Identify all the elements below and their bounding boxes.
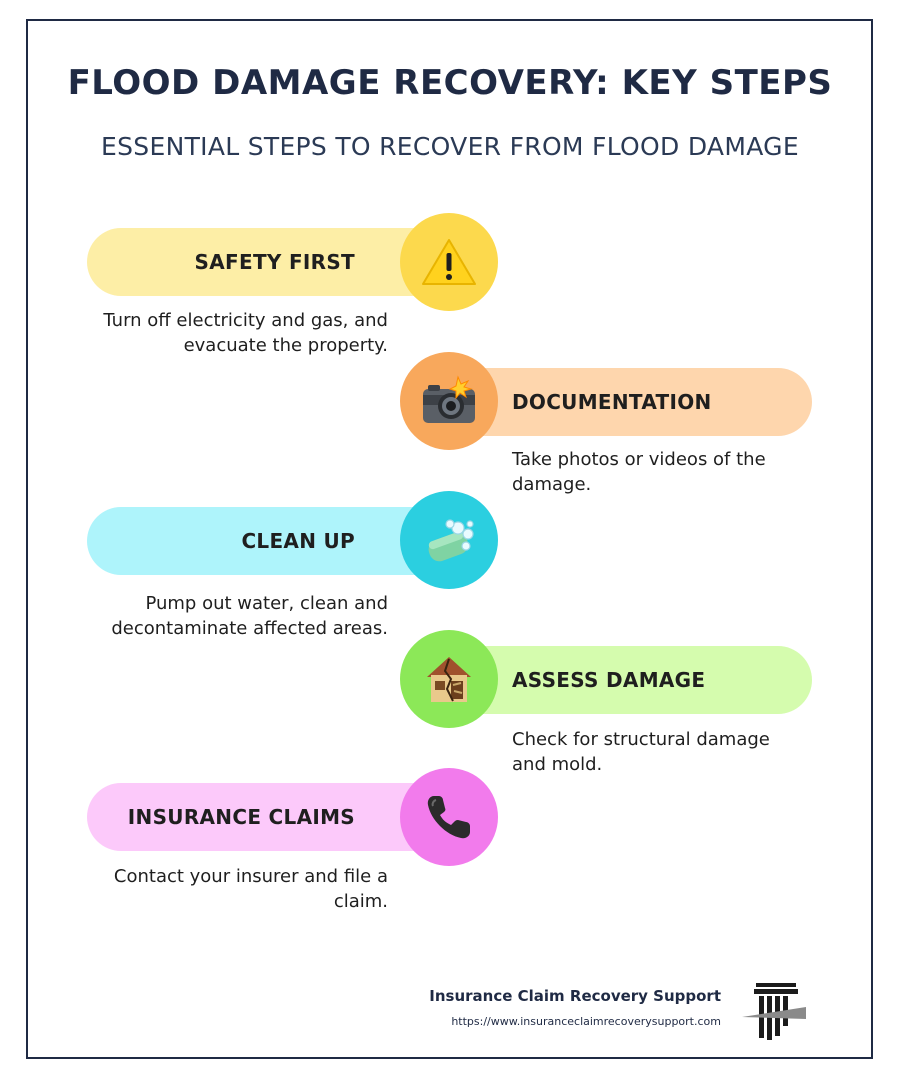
step-description-documentation: Take photos or videos of the damage. [512, 449, 766, 495]
step-circle-clean-up [400, 491, 498, 589]
step-label: INSURANCE CLAIMS [127, 805, 355, 829]
warning-icon [421, 237, 477, 287]
step-label: DOCUMENTATION [512, 390, 712, 414]
step-description-insurance-claims: Contact your insurer and file a claim. [113, 866, 388, 912]
phone-icon [424, 792, 474, 842]
pillar-logo-icon [740, 981, 808, 1043]
camera-flash-icon [420, 375, 478, 427]
step-description-clean-up: Pump out water, clean and decontaminate affected areas. [111, 593, 388, 639]
step-circle-insurance-claims [400, 768, 498, 866]
step-description-assess-damage: Check for structural damage and mold. [512, 729, 770, 775]
page-title: FLOOD DAMAGE RECOVERY: KEY STEPS [67, 63, 833, 103]
soap-icon [420, 516, 478, 564]
step-label: CLEAN UP [241, 529, 355, 553]
step-label: SAFETY FIRST [194, 250, 355, 274]
step-label: ASSESS DAMAGE [512, 668, 706, 692]
step-circle-documentation [400, 352, 498, 450]
page-subtitle: ESSENTIAL STEPS TO RECOVER FROM FLOOD DAMAGE [101, 132, 799, 161]
damaged-house-icon [423, 653, 475, 705]
step-circle-assess-damage [400, 630, 498, 728]
step-circle-safety-first [400, 213, 498, 311]
company-name: Insurance Claim Recovery Support [429, 987, 721, 1005]
step-description-safety-first: Turn off electricity and gas, and evacuate the property. [103, 310, 388, 356]
company-url[interactable]: https://www.insuranceclaimrecoverysupport.com [451, 1015, 721, 1028]
